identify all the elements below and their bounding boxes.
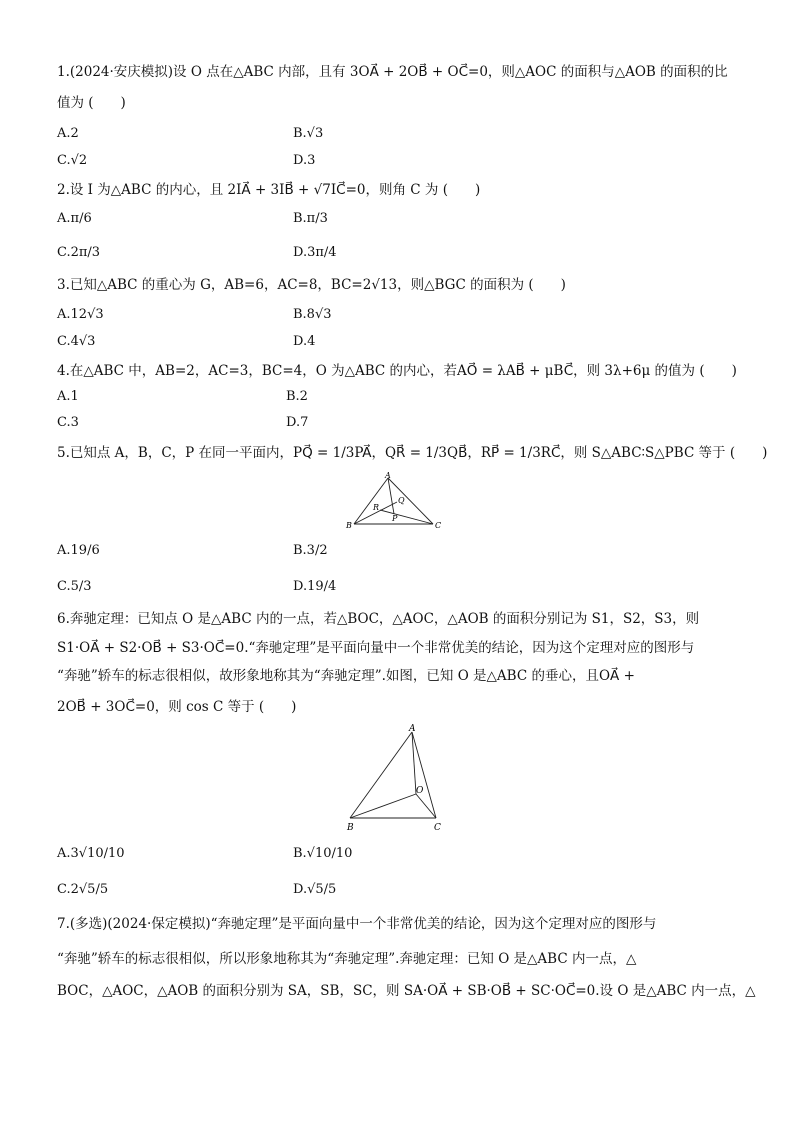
- q5-triangle-figure: [342, 470, 454, 532]
- q4-option-d: D.7: [286, 415, 309, 430]
- q6-option-a: A.3√10/10: [57, 846, 125, 861]
- q2-option-b: B.π/3: [293, 211, 328, 226]
- q2-option-c: C.2π/3: [57, 245, 101, 260]
- q5-label-p: P: [392, 514, 398, 523]
- q4-stem-line-1: 4.在△ABC 中，AB=2，AC=3，BC=4，O 为△ABC 的内心，若AO⃗ = λAB⃗ + μBC⃗，则 3λ+6μ 的值为 ( ): [57, 363, 737, 379]
- q4-option-b: B.2: [286, 389, 308, 404]
- q6-label-a: A: [409, 724, 416, 734]
- q4-option-c: C.3: [57, 415, 79, 430]
- q6-stem-line-1: 6.奔驰定理：已知点 O 是△ABC 内的一点，若△BOC，△AOC，△AOB 的面积分别记为 S1，S2，S3，则: [57, 611, 700, 627]
- q3-option-d: D.4: [293, 334, 316, 349]
- q5-option-b: B.3/2: [293, 543, 328, 558]
- q1-option-a: A.2: [57, 126, 79, 141]
- q2-option-d: D.3π/4: [293, 245, 337, 260]
- q6-option-b: B.√10/10: [293, 846, 353, 861]
- q4-option-a: A.1: [57, 389, 79, 404]
- q5-label-r: R: [373, 503, 380, 512]
- q6-option-d: D.√5/5: [293, 882, 337, 897]
- q5-label-b: B: [346, 521, 352, 530]
- q2-option-a: A.π/6: [57, 211, 92, 226]
- q5-option-c: C.5/3: [57, 579, 92, 594]
- q6-stem-line-3: “奔驰”轿车的标志很相似，故形象地称其为“奔驰定理”.如图，已知 O 是△ABC 的垂心，且OA⃗ +: [57, 668, 635, 684]
- q6-triangle-svg: [340, 722, 452, 834]
- q5-triangle-svg: [342, 470, 454, 532]
- q1-option-d: D.3: [293, 153, 316, 168]
- q5-stem-line-1: 5.已知点 A，B，C，P 在同一平面内，PQ⃗ = 1/3PA⃗，QR⃗ = 1/3QB⃗，RP⃗ = 1/3RC⃗，则 S△ABC∶S△PBC 等于 ( ): [57, 445, 768, 461]
- q6-stem-line-2: S1·OA⃗ + S2·OB⃗ + S3·OC⃗=0.“奔驰定理”是平面向量中一个非常优美的结论，因为这个定理对应的图形与: [57, 640, 695, 656]
- q5-label-a: A: [385, 471, 391, 480]
- q3-stem-line-1: 3.已知△ABC 的重心为 G，AB=6，AC=8，BC=2√13，则△BGC 的面积为 ( ): [57, 277, 566, 293]
- q2-stem-line-1: 2.设 I 为△ABC 的内心，且 2IA⃗ + 3IB⃗ + √7IC⃗=0，则角 C 为 ( ): [57, 182, 481, 198]
- q5-label-c: C: [435, 521, 442, 530]
- q1-option-c: C.√2: [57, 153, 88, 168]
- q3-option-b: B.8√3: [293, 307, 332, 322]
- q6-label-b: B: [347, 823, 354, 833]
- q6-label-c: C: [434, 823, 441, 833]
- q6-stem-line-4: 2OB⃗ + 3OC⃗=0，则 cos C 等于 ( ): [57, 699, 297, 715]
- q7-stem-line-2: “奔驰”轿车的标志很相似，所以形象地称其为“奔驰定理”.奔驰定理：已知 O 是△ABC 内一点，△: [57, 951, 637, 967]
- q3-option-a: A.12√3: [57, 307, 104, 322]
- q5-option-a: A.19/6: [57, 543, 100, 558]
- q5-label-q: Q: [398, 496, 405, 505]
- q5-option-d: D.19/4: [293, 579, 337, 594]
- q1-stem-line-2: 值为 ( ): [57, 95, 126, 111]
- q6-label-o: O: [416, 786, 424, 796]
- q7-stem-line-3: BOC，△AOC，△AOB 的面积分别为 SA，SB，SC，则 SA·OA⃗ + SB·OB⃗ + SC·OC⃗=0.设 O 是△ABC 内一点，△: [57, 983, 756, 999]
- q3-option-c: C.4√3: [57, 334, 96, 349]
- q7-stem-line-1: 7.(多选)(2024·保定模拟)“奔驰定理”是平面向量中一个非常优美的结论，因为这个定理对应的图形与: [57, 916, 657, 932]
- q6-option-c: C.2√5/5: [57, 882, 109, 897]
- q1-option-b: B.√3: [293, 126, 324, 141]
- q1-stem-line-1: 1.(2024·安庆模拟)设 O 点在△ABC 内部，且有 3OA⃗ + 2OB⃗ + OC⃗=0，则△AOC 的面积与△AOB 的面积的比: [57, 64, 728, 80]
- q6-triangle-figure: [340, 722, 452, 834]
